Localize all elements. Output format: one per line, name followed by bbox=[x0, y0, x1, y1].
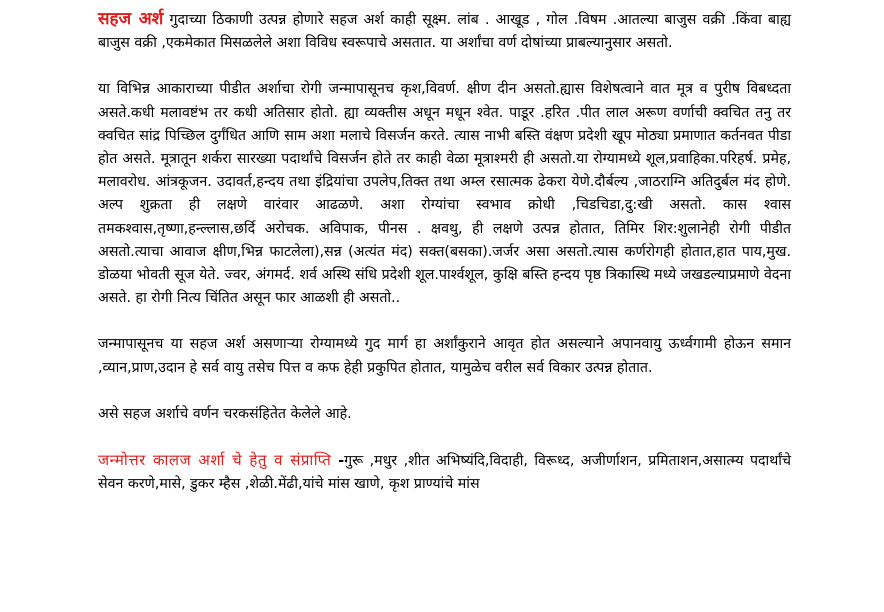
paragraph-text: या विभिन्न आकाराच्या पीडीत अर्शाचा रोगी जन्मापासूनच कृश,विवर्ण. क्षीण दीन असतो.ह्यास विशेषत्वाने वात मूत्र व पुरीष विबध्दता असते.कधी मलावष्टंभ तर कधी अतिसार होतो. ह्या व्यक्तीस अधून मधून श्वेत. पाडूर .हरित .पीत लाल अरूण वर्णाची क्वचित तनु तर क्वचित सांद्र पिच्छिल दुर्गंधित आणि साम अशा मलाचे विसर्जन करते. त्यास नाभी बस्ति वंक्षण प्रदेशी खूप मोठ्या प्रमाणात कर्तनवत पीडा होत असते. मूत्रातून शर्करा सारख्या पदार्थांचे विसर्जन होते तर काही वेळा मूत्राश्मरी ही असतो.या रोग्यामध्ये शूल,प्रवाहिका.परिहर्ष. प्रमेह, मलावरोध. आंत्रकूजन. उदावर्त,हन्दय तथा इंद्रियांचा उपलेप,तिक्त तथा अम्ल रसात्मक ढेकरा येणे.दौर्बल्य ,जाठराग्नि अतिदुर्बल मंद होणे. अल्प शुक्रता ही लक्षणे वारंवार आढळणे. अशा रोग्यांचा स्वभाव क्रोधी ,चिडचिडा,दु:खी असतो. कास श्वास तमकश्वास,तृष्णा,हन्ल्लास,छर्दि अरोचक. अविपाक, पीनस . क्षवथु, ही लक्षणे उत्पन्न होतात, तिमिर शिर:शुलानेही रोगी पीडीत असतो.त्याचा आवाज क्षीण,भिन्न फाटलेला),सन्न (अत्यंत मंद) सक्त(बसका).जर्जर असा असतो.त्यास कर्णरोगही होतात,हात पाय,मुख. डोळया भोवती सूज येते. ज्वर, अंगमर्द. शर्व अस्थि संधि प्रदेशी शूल.पार्श्वशूल, कुक्षि बस्ति हन्दय पृष्ठ त्रिकास्थि मध्ये जखडल्याप्रमाणे वेदना असते. हा रोगी नित्य चिंतित असून फार आळशी ही असतो.. bbox=[98, 81, 791, 307]
paragraph-sahaj-arsh-intro bbox=[98, 8, 791, 55]
document-page bbox=[98, 8, 791, 519]
paragraph-text: गुदाच्या ठिकाणी उत्पन्न होणारे सहज अर्श काही सूक्ष्म. लांब . आखूड , गोल .विषम .आतल्या बाजुस वक्री .किंवा बाह्य बाजुस वक्री ,एकमेकात मिसळलेले अशा विविध स्वरूपाचे असतात. या अर्शांचा वर्ण दोषांच्या प्राबल्यानुसार असतो. bbox=[98, 12, 791, 52]
paragraph-pathology bbox=[98, 333, 791, 379]
paragraph-charak-reference bbox=[98, 403, 791, 426]
paragraph-janmottar-arsh bbox=[98, 449, 791, 496]
paragraph-symptoms bbox=[98, 78, 791, 310]
paragraph-text: जन्मापासूनच या सहज अर्श असणाऱ्या रोग्यामध्ये गुद मार्ग हा अर्शांकुराने आवृत होत असल्याने अपानवायु ऊर्ध्वगामी होऊन समान ,व्यान,प्राण,उदान हे सर्व वायु तसेच पित्त व कफ हेही प्रकुपित होतात, यामुळेच वरील सर्व विकार उत्पन्न होतात. bbox=[98, 336, 791, 376]
heading-dash: - bbox=[331, 453, 345, 470]
paragraph-text: असे सहज अर्शाचे वर्णन चरकसंहितेत केलेले आहे. bbox=[98, 405, 352, 422]
paragraph-text: गुरू ,मधुर ,शीत अभिष्यंदि,विदाही, विरूध्द, अजीर्णाशन, प्रमिताशन,असात्म्य पदार्थांचे सेवन करणे,मासे, डुकर म्हैस ,शेळी.मेंढी,यांचे मांस खाणे, कृश प्राण्यांचे मांस bbox=[98, 453, 791, 493]
section-heading-janmottar-arsh: जन्मोत्तर कालज अर्शा चे हेतु व संप्राप्ति bbox=[98, 451, 332, 470]
section-heading-sahaj-arsh: सहज अर्श bbox=[98, 9, 164, 29]
